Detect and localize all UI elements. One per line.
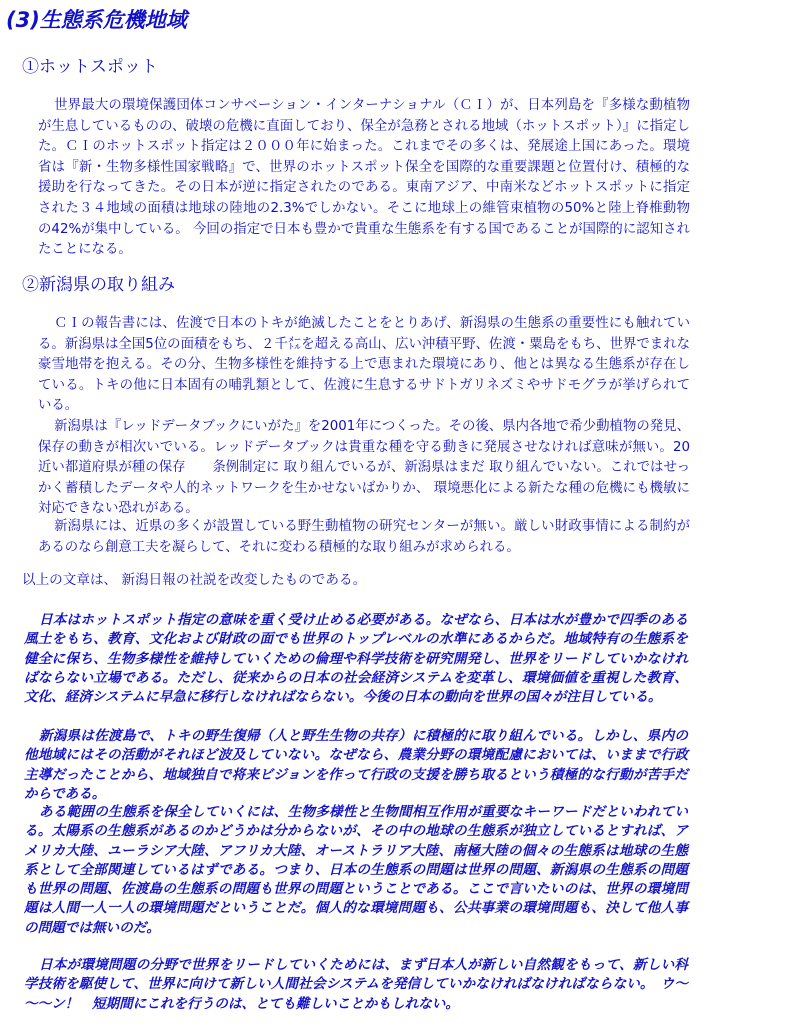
hotspot-paragraph: 世界最大の環境保護団体コンサベーション・インターナショナル（ＣＩ）が、日本列島を『多様な動植物が生息しているものの、破壊の危機に直面しており、保全が急務とされる地域（ホットスポット）』に指定した。ＣＩのホットスポット指定は２０００年に始まった。これまでその多くは、発展途上国にあった。環境省は『新・生物多様性国家戦略』で、世界のホットスポット保全を国際的な重要課題と位置付け、積極的な援助を行なってきた。その日本が逆に指定されたのである。東南アジア、中南米などホットスポットに指定された３４地域の面積は地球の陸地の2.3%でしかない。そこに地球上の維管束植物の50%と陸上脊椎動物の42%が集中している。 今回の指定で日本も豊かで貴重な生態系を有する国であることが国際的に認知されたことになる。 (38, 98, 690, 258)
section-heading-hotspot: ①ホットスポット (22, 57, 158, 77)
essay-paragraph-4: 日本が環境問題の分野で世界をリードしていくためには、まず日本人が新しい自然観をもって、新しい科学技術を駆使して、世界に向けて新しい人間社会システムを発信していかなければなければならない。 ウ～～～ン！ 短期間にこれを行うのは、とても難しいことかもしれない。 (24, 957, 688, 1012)
section-heading-niigata: ②新潟県の取り組み (22, 275, 175, 295)
niigata-paragraph-3: 新潟県には、近県の多くが設置している野生動植物の研究センターが無い。厳しい財政事情による制約があるのなら創意工夫を凝らして、それに変わる積極的な取り組みが求められる。 (38, 519, 690, 555)
niigata-paragraph-1: ＣＩの報告書には、佐渡で日本のトキが絶滅したことをとりあげ、新潟県の生態系の重要性にも触れている。新潟県は全国5位の面積をもち、２千㍍を超える高山、広い沖積平野、佐渡・粟島をもち、世界でまれな豪雪地帯を抱える。その分、生物多様性を維持する上で恵まれた環境にあり、他とは異なる生態系が存在している。トキの他に日本固有の哺乳類として、佐渡に生息するサドトガリネズミやサドモグラが挙げられている。 (38, 316, 690, 414)
essay-paragraph-3: ある範囲の生態系を保全していくには、生物多様性と生物間相互作用が重要なキーワードだといわれている。太陽系の生態系があるのかどうかは分からないが、その中の地球の生態系が独立しているとすれば、アメリカ大陸、ユーラシア大陸、アフリカ大陸、オーストラリア大陸、南極大陸の個々の生態系は地球の生態系として全部関連しているはずである。つまり、日本の生態系の問題は世界の問題、新潟県の生態系の問題も世界の問題、佐渡島の生態系の問題も世界の問題ということである。ここで言いたいのは、世界の環境問題は人間一人一人の環境問題だということだ。個人的な環境問題も、公共事業の環境問題も、決して他人事の問題では無いのだ。 (24, 804, 688, 936)
source-note: 以上の文章は、 新潟日報の社説を改変したものである。 (22, 572, 367, 588)
niigata-paragraph-2: 新潟県は『レッドデータブックにいがた』を2001年につくった。その後、県内各地で希少動植物の発見、保存の動きが相次いでいる。レッドデータブックは貴重な種を守る動きに発展させなければ意味が無い。20近い都道府県が種の保存 条例制定に 取り組んでいるが、新潟県はまだ 取り組んでいない。これではせっかく蓄積したデータや人的ネットワークを生かせないばかりか、 環境悪化による新たな種の危機にも機敏に対応できない恐れがある。 (38, 419, 690, 517)
page-title: (3)生態系危機地域 (6, 8, 187, 32)
essay-paragraph-1: 日本はホットスポット指定の意味を重く受け止める必要がある。なぜなら、日本は水が豊かで四季のある風土をもち、教育、文化および財政の面でも世界のトップレベルの水準にあるからだ。地域特有の生態系を健全に保ち、生物多様性を維持していくための倫理や科学技術を研究開発し、世界をリードしていかなければならない立場である。ただし、従来からの日本の社会経済システムを変革し、環境価値を重視した教育、文化、経済システムに早急に移行しなければならない。今後の日本の動向を世界の国々が注目している。 (24, 612, 688, 706)
essay-paragraph-2: 新潟県は佐渡島で、トキの野生復帰（人と野生生物の共存）に積極的に取り組んでいる。しかし、県内の他地域にはその活動がそれほど波及していない。なぜなら、農業分野の環境配慮においては、いままで行政主導だったことから、地域独自で将来ビジョンを作って行政の支援を勝ち取るという積極的な行動が苦手だからである。 (24, 728, 688, 802)
